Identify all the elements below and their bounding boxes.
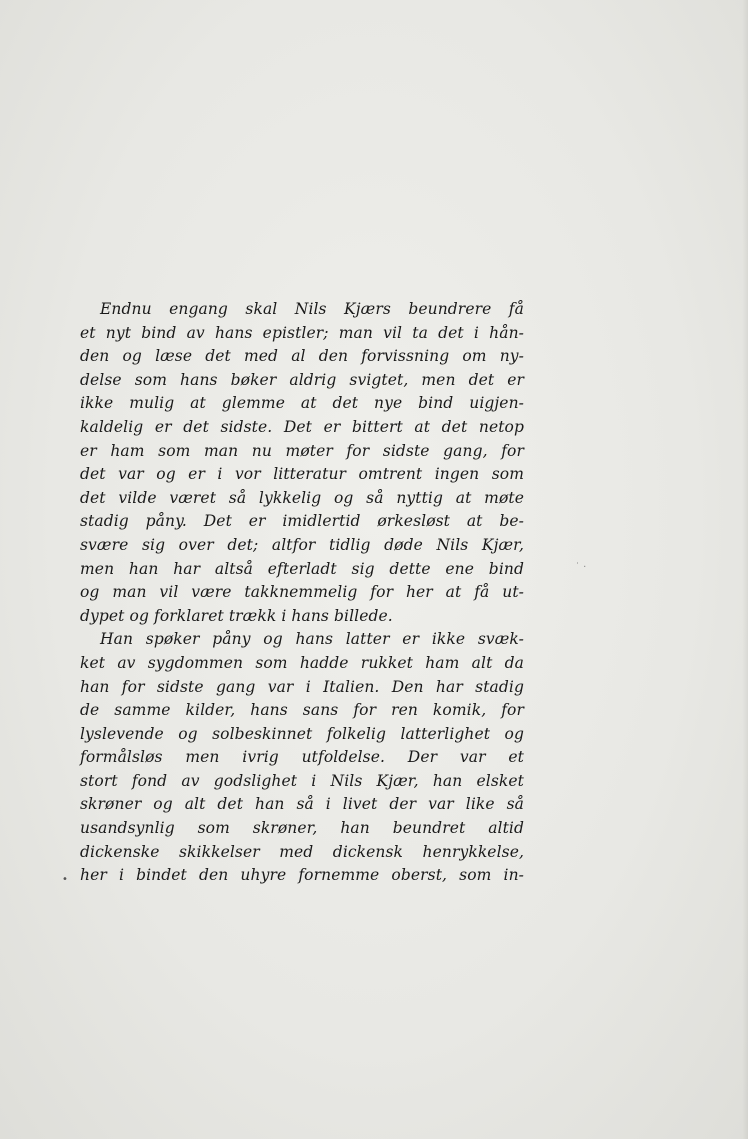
text-line: formålsløs men ivrig utfoldelse. Der var et <box>80 748 524 767</box>
margin-dot-mark: • <box>62 874 68 885</box>
text-line: ket av sygdommen som hadde rukket ham alt da <box>80 653 524 672</box>
text-line: ikke mulig at glemme at det nye bind uigjen- <box>80 394 524 413</box>
text-line: usandsynlig som skrøner, han beundret altid <box>80 819 524 838</box>
body-text <box>80 298 524 888</box>
text-line: og man vil være takknemmelig for her at få ut- <box>80 583 524 602</box>
text-line: stadig påny. Det er imidlertid ørkesløst at be- <box>80 512 524 531</box>
text-line: dypet og forklaret trækk i hans billede. <box>80 606 393 625</box>
text-line: kaldelig er det sidste. Det er bittert at det netop <box>80 417 524 436</box>
text-line: skrøner og alt det han så i livet der var like så <box>80 795 524 814</box>
text-line: det var og er i vor litteratur omtrent ingen som <box>80 465 524 484</box>
text-line: han for sidste gang var i Italien. Den har stadig <box>80 677 524 696</box>
text-line: lyslevende og solbeskinnet folkelig latterlighet og <box>80 724 524 743</box>
text-line: Endnu engang skal Nils Kjærs beundrere få <box>100 300 524 318</box>
text-line: delse som hans bøker aldrig svigtet, men det er <box>80 370 524 389</box>
text-line: dickenske skikkelser med dickensk henrykkelse, <box>80 842 524 861</box>
text-line: et nyt bind av hans epistler; man vil ta det i hån- <box>80 323 524 342</box>
margin-speck-mark: ˙ · <box>575 562 587 573</box>
text-line: det vilde været så lykkelig og så nyttig at møte <box>80 488 524 507</box>
text-line: de samme kilder, hans sans for ren komik, for <box>80 701 524 720</box>
text-line: her i bindet den uhyre fornemme oberst, som in- <box>80 866 524 885</box>
text-line: den og læse det med al den forvissning om ny- <box>80 347 524 366</box>
page-edge-shadow <box>742 0 748 1139</box>
text-line: Han spøker påny og hans latter er ikke svæk- <box>100 630 524 649</box>
text-line: svære sig over det; altfor tidlig døde Nils Kjær, <box>80 535 524 554</box>
text-line: men han har altså efterladt sig dette ene bind <box>80 559 524 578</box>
text-line: er ham som man nu møter for sidste gang, for <box>80 441 524 460</box>
text-line: stort fond av godslighet i Nils Kjær, han elsket <box>80 771 524 790</box>
